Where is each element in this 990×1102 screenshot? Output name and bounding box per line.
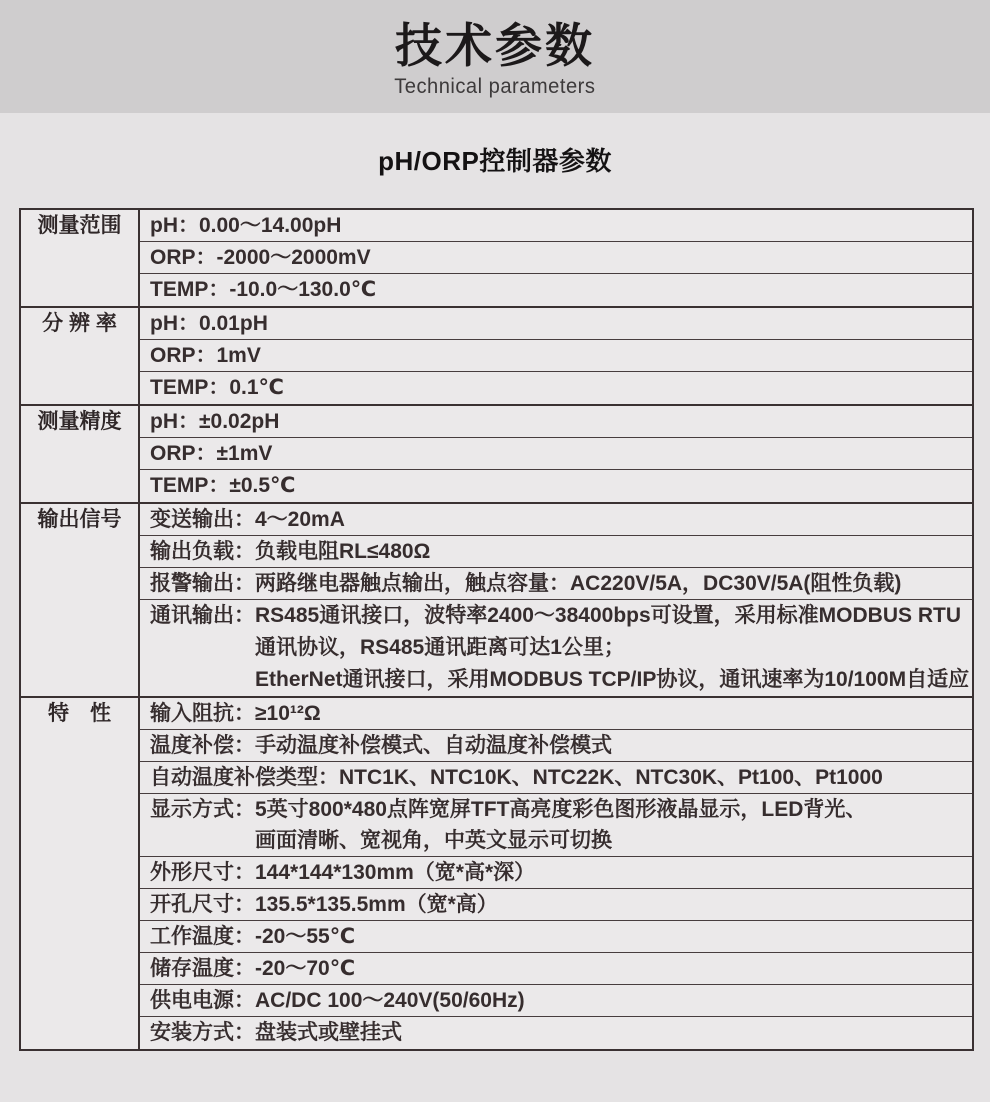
spec-row-label: 显示方式： [150, 798, 255, 821]
spec-row: 外形尺寸：144*144*130mm（宽*高*深） [140, 857, 972, 889]
spec-row: 储存温度：-20～70℃ [140, 953, 972, 985]
spec-row-line: 5英寸800*480点阵宽屏TFT高亮度彩色图形液晶显示，LED背光、 [255, 798, 867, 821]
spec-row: 自动温度补偿类型：NTC1K、NTC10K、NTC22K、NTC30K、Pt100、Pt1000 [140, 762, 972, 794]
spec-row-line: 画面清晰、宽视角，中英文显示可切换 [255, 829, 612, 852]
spec-group-label: 特 性 [21, 698, 140, 1049]
spec-row-line: 通讯协议，RS485通讯距离可达1公里； [255, 636, 625, 659]
spec-row-communication-output [140, 600, 972, 696]
spec-row: TEMP：±0.5℃ [150, 474, 296, 497]
spec-row: 变送输出：4～20mA [140, 504, 972, 536]
spec-group-label: 测量精度 [21, 406, 140, 502]
spec-row: 开孔尺寸：135.5*135.5mm（宽*高） [140, 889, 972, 921]
spec-group-resolution [21, 308, 972, 406]
spec-row: ORP：-2000～2000mV [140, 242, 972, 274]
spec-row: ORP：1mV [140, 340, 972, 372]
spec-group-label: 测量范围 [21, 210, 140, 306]
spec-row: 输出负载：负载电阻RL≤480Ω [140, 536, 972, 568]
spec-row: 报警输出：两路继电器触点输出，触点容量：AC220V/5A，DC30V/5A(阻性负载) [140, 568, 972, 600]
spec-group-features [21, 698, 972, 1049]
spec-table [19, 208, 974, 1051]
spec-row: ORP：±1mV [140, 438, 972, 470]
spec-group-rows [140, 698, 972, 1049]
spec-row: pH：0.01pH [140, 308, 972, 340]
spec-group-label: 输出信号 [21, 504, 140, 696]
spec-row-label: 通讯输出： [150, 604, 255, 627]
spec-group-rows [140, 504, 972, 696]
spec-row: 温度补偿：手动温度补偿模式、自动温度补偿模式 [140, 730, 972, 762]
spec-row: 输入阻抗：≥10¹²Ω [140, 698, 972, 730]
spec-row: 工作温度：-20～55℃ [140, 921, 972, 953]
spec-group-accuracy [21, 406, 972, 504]
spec-group-label: 分 辨 率 [21, 308, 140, 404]
spec-row-line: EtherNet通讯接口，采用MODBUS TCP/IP协议，通讯速率为10/100M自适应 [255, 668, 970, 691]
spec-row: TEMP：0.1℃ [150, 376, 284, 399]
spec-row-line: RS485通讯接口，波特率2400～38400bps可设置，采用标准MODBUS RTU [255, 604, 961, 627]
page-subtitle: Technical parameters [394, 74, 596, 98]
spec-row: pH：±0.02pH [140, 406, 972, 438]
spec-row: 供电电源：AC/DC 100～240V(50/60Hz) [140, 985, 972, 1017]
spec-group-measuring-range [21, 210, 972, 308]
section-title: pH/ORP控制器参数 [378, 146, 612, 176]
spec-row: TEMP：-10.0～130.0℃ [150, 278, 377, 301]
spec-row-display-mode [140, 794, 972, 857]
spec-row: 安装方式：盘装式或壁挂式 [150, 1021, 402, 1044]
spec-group-output-signal [21, 504, 972, 698]
page-title: 技术参数 [395, 19, 595, 73]
spec-group-rows [140, 210, 972, 306]
spec-group-rows [140, 308, 972, 404]
spec-group-rows [140, 406, 972, 502]
spec-row: pH：0.00～14.00pH [140, 210, 972, 242]
header-banner [0, 0, 990, 113]
spec-row-value-lines [255, 794, 964, 856]
spec-row-value-lines [255, 600, 970, 696]
